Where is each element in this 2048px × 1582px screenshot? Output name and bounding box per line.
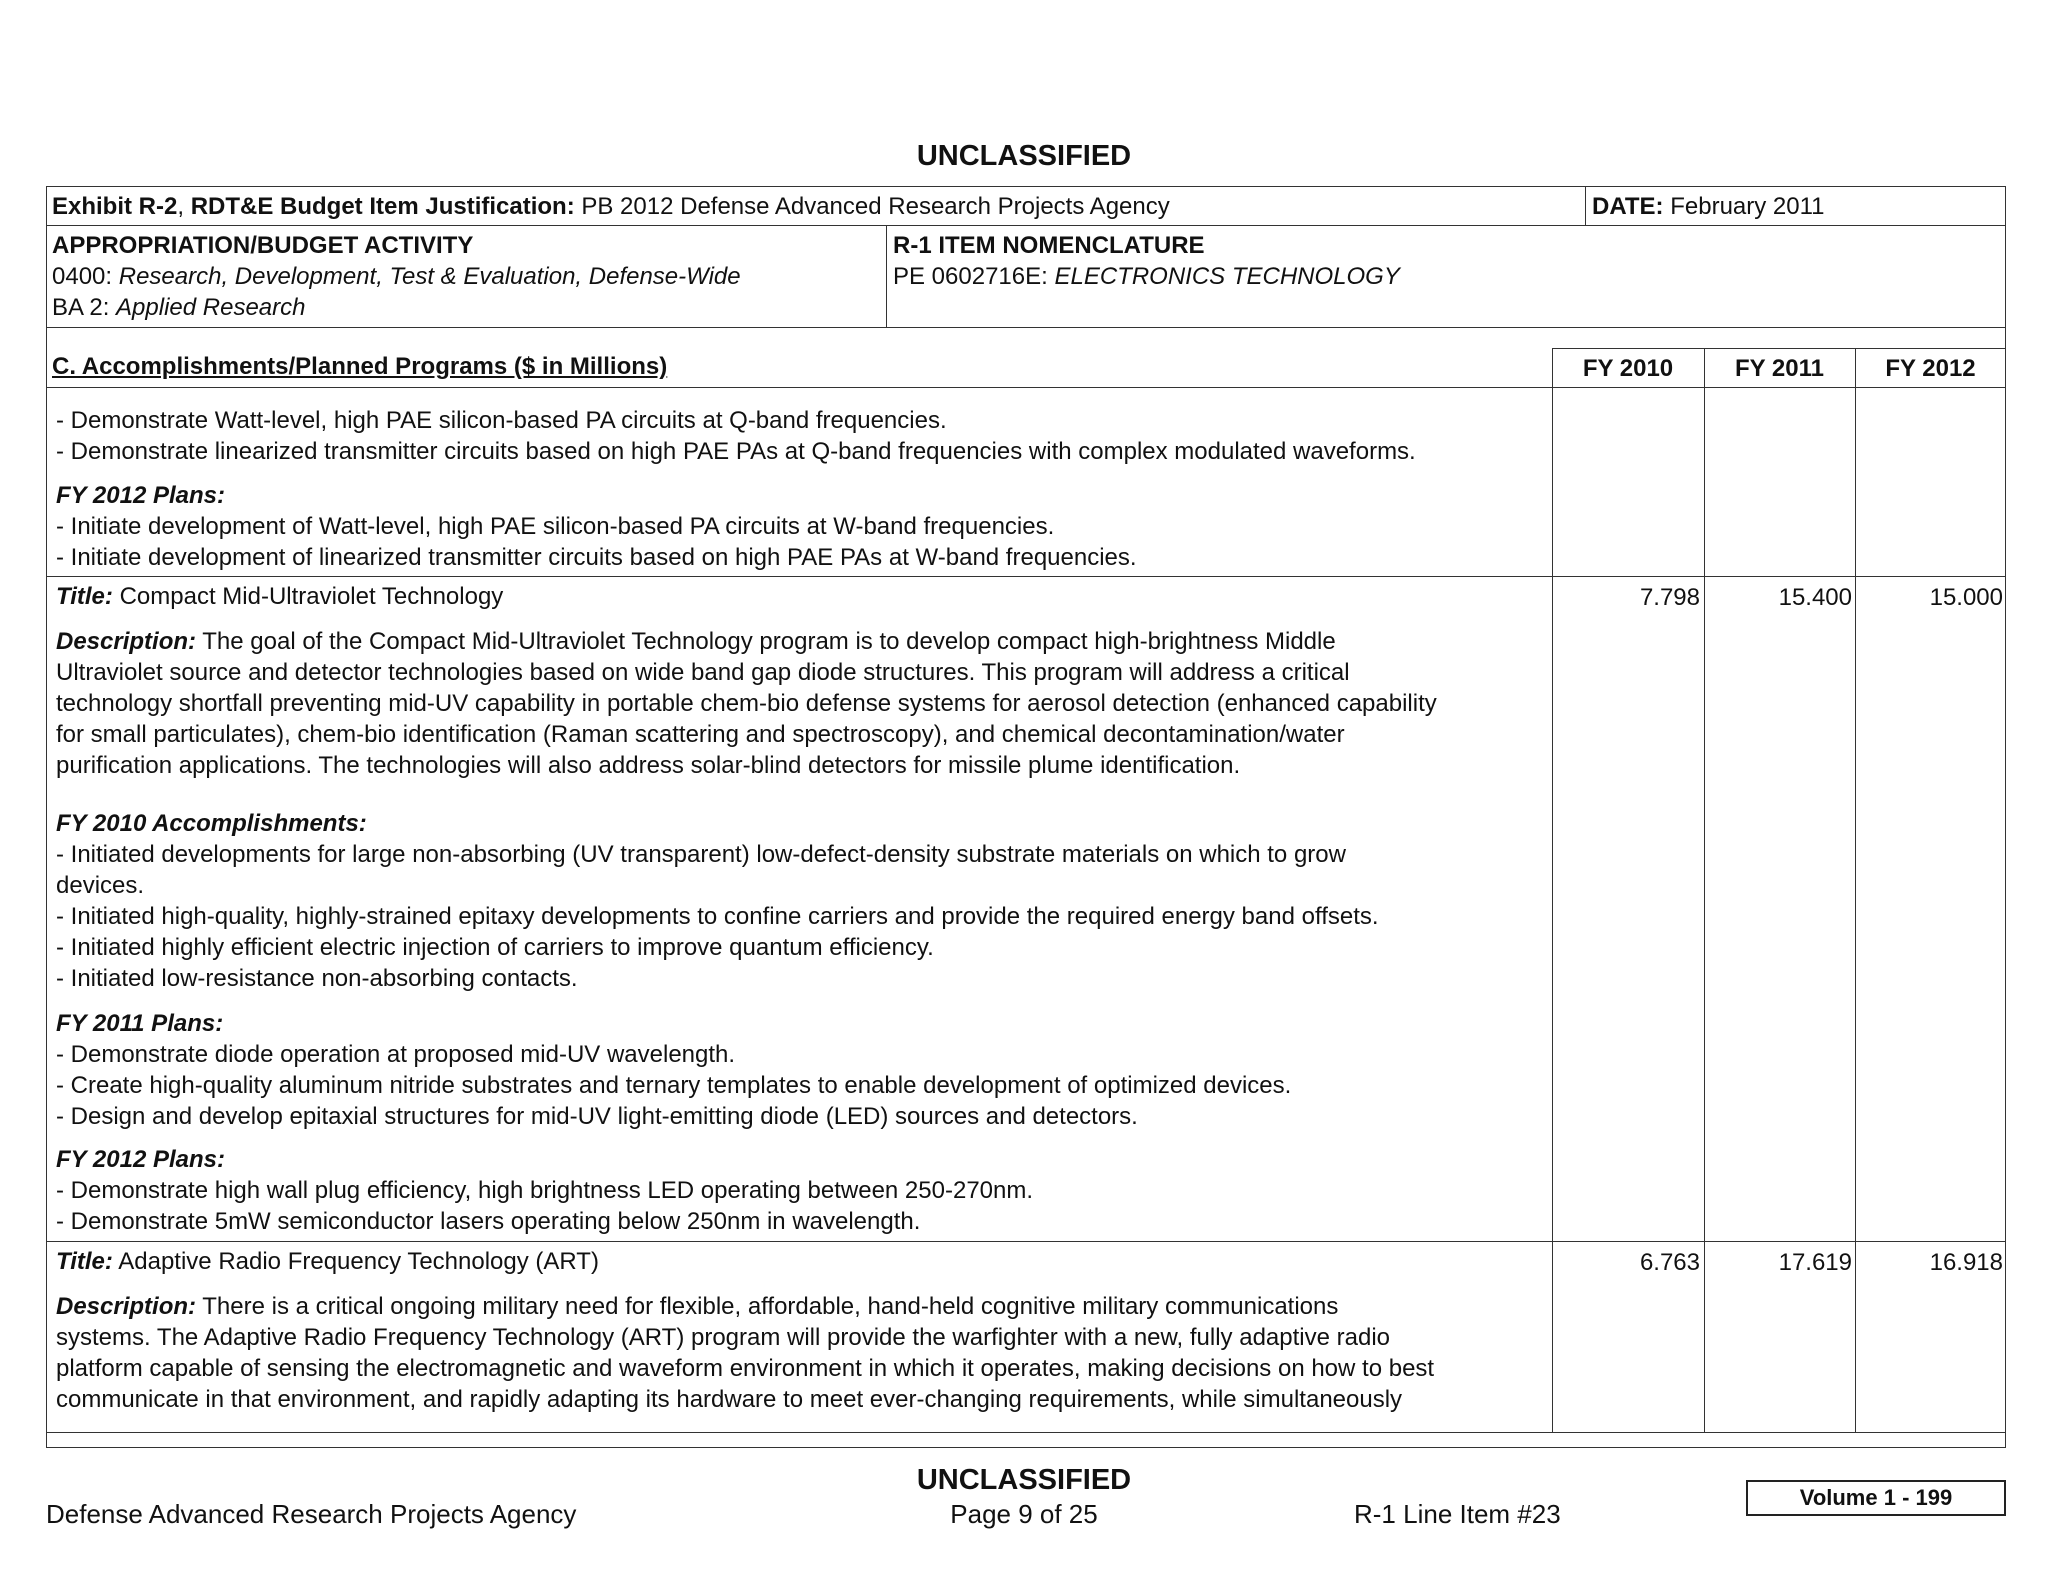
description-line: purification applications. The technologies will also address solar-blind detectors for missile plume identification.: [56, 752, 1241, 779]
list-item: - Demonstrate Watt-level, high PAE silicon-based PA circuits at Q-band frequencies.: [56, 407, 947, 434]
rule: [46, 1241, 2006, 1242]
column-header-fy2010: FY 2010: [1582, 355, 1674, 382]
date-value: February 2011: [1663, 193, 1825, 220]
description-label: Description:: [56, 1293, 197, 1320]
classification-bottom: UNCLASSIFIED: [916, 1464, 1132, 1496]
program1-fy2011-value: 15.400: [1778, 584, 1852, 611]
list-item: - Demonstrate diode operation at proposed mid-UV wavelength.: [56, 1041, 736, 1068]
description-line: communicate in that environment, and rapidly adapting its hardware to meet ever-changing requirements, while simultaneously: [56, 1386, 1403, 1413]
title-label: Title:: [56, 583, 113, 610]
list-item: - Demonstrate 5mW semiconductor lasers operating below 250nm in wavelength.: [56, 1208, 921, 1235]
description-line: technology shortfall preventing mid-UV capability in portable chem-bio defense systems for aerosol detection (enhanced capability: [56, 690, 1437, 717]
list-item: - Initiate development of Watt-level, high PAE silicon-based PA circuits at W-band frequencies.: [56, 513, 1055, 540]
list-item: - Initiate development of linearized transmitter circuits based on high PAE PAs at W-band frequencies.: [56, 544, 1137, 571]
plans-2012-label: FY 2012 Plans:: [56, 1146, 225, 1173]
description-line: Ultraviolet source and detector technologies based on wide band gap diode structures. This program will address a critical: [56, 659, 1350, 686]
program1-fy2010-value: 7.798: [1639, 584, 1700, 611]
exhibit-sep: ,: [177, 193, 191, 220]
list-item: - Initiated highly efficient electric injection of carriers to improve quantum efficiency.: [56, 934, 934, 961]
title-label: Title:: [56, 1248, 113, 1275]
list-item: - Demonstrate high wall plug efficiency, high brightness LED operating between 250-270nm.: [56, 1177, 1034, 1204]
rule: [46, 387, 2006, 388]
appropriation-label: APPROPRIATION/BUDGET ACTIVITY: [52, 232, 474, 259]
rule: [1855, 348, 1856, 1433]
ba-name: Applied Research: [116, 294, 306, 321]
program1-description: [56, 626, 1437, 781]
program1-title: [56, 581, 503, 612]
justification-value: PB 2012 Defense Advanced Research Projects Agency: [574, 193, 1170, 220]
title-value: Adaptive Radio Frequency Technology (ART): [112, 1248, 599, 1275]
rule: [46, 225, 2006, 226]
description-line: There is a critical ongoing military need for flexible, affordable, hand-held cognitive military communications: [196, 1293, 1339, 1320]
rule: [1552, 348, 2006, 349]
ba-code: BA 2:: [52, 294, 117, 321]
section-title: C. Accomplishments/Planned Programs ($ in Millions): [52, 353, 668, 380]
r1-code: PE 0602716E:: [893, 263, 1055, 290]
program2-fy2011-value: 17.619: [1778, 1249, 1852, 1276]
appropriation-code: 0400:: [52, 263, 119, 290]
list-item: devices.: [56, 872, 145, 899]
r1-block: [893, 230, 1400, 292]
classification-top: UNCLASSIFIED: [916, 140, 1132, 172]
footer-page-number: Page 9 of 25: [950, 1499, 1098, 1529]
plans-2011-label: FY 2011 Plans:: [56, 1010, 224, 1037]
list-item: - Design and develop epitaxial structures for mid-UV light-emitting diode (LED) sources and detectors.: [56, 1103, 1138, 1130]
justification-label: RDT&E Budget Item Justification:: [190, 193, 575, 220]
program2-description: [56, 1291, 1434, 1415]
rule: [46, 327, 2006, 328]
volume-badge: Volume 1 - 199: [1746, 1480, 2006, 1516]
appropriation-block: [52, 230, 741, 323]
description-line: The goal of the Compact Mid-Ultraviolet Technology program is to develop compact high-brightness Middle: [196, 628, 1336, 655]
continuation-bullets: [56, 405, 1416, 467]
footer-line-item: R-1 Line Item #23: [1354, 1499, 1561, 1529]
r1-label: R-1 ITEM NOMENCLATURE: [893, 232, 1205, 259]
program1-accomplishments-2010: [56, 808, 1379, 994]
column-header-fy2012: FY 2012: [1885, 355, 1976, 382]
program2-title: [56, 1246, 599, 1277]
list-item: - Demonstrate linearized transmitter circuits based on high PAE PAs at Q-band frequencies with complex modulated waveforms.: [56, 438, 1416, 465]
description-line: systems. The Adaptive Radio Frequency Technology (ART) program will provide the warfighter with a new, fully adaptive radio: [56, 1324, 1390, 1351]
program1-plans-2012: [56, 1144, 1033, 1237]
program2-fy2012-value: 16.918: [1929, 1249, 2003, 1276]
description-label: Description:: [56, 628, 197, 655]
exhibit-header: [52, 191, 1170, 222]
description-line: platform capable of sensing the electromagnetic and waveform environment in which it operates, making decisions on how to best: [56, 1355, 1435, 1382]
program1-plans-2011: [56, 1008, 1291, 1132]
footer-agency: Defense Advanced Research Projects Agency: [46, 1499, 577, 1529]
date-header: [1592, 191, 1825, 222]
list-item: - Initiated high-quality, highly-strained epitaxy developments to confine carriers and provide the required energy band offsets.: [56, 903, 1379, 930]
exhibit-label: Exhibit R-2: [52, 193, 178, 220]
program2-fy2010-value: 6.763: [1639, 1249, 1700, 1276]
r1-name: ELECTRONICS TECHNOLOGY: [1054, 263, 1400, 290]
plans-2012-label: FY 2012 Plans:: [56, 482, 225, 509]
description-line: for small particulates), chem-bio identification (Raman scattering and spectroscopy), and chemical decontamination/water: [56, 721, 1345, 748]
appropriation-name: Research, Development, Test & Evaluation, Defense-Wide: [118, 263, 741, 290]
rule: [46, 1432, 2006, 1433]
rule: [46, 576, 2006, 577]
date-label: DATE:: [1592, 193, 1664, 220]
program1-fy2012-value: 15.000: [1929, 584, 2003, 611]
rule: [886, 225, 887, 328]
rule: [1585, 186, 1586, 226]
column-header-fy2011: FY 2011: [1735, 355, 1824, 382]
continuation-plans-2012: [56, 480, 1137, 573]
list-item: - Create high-quality aluminum nitride substrates and ternary templates to enable development of optimized devices.: [56, 1072, 1292, 1099]
rule: [1552, 348, 1553, 1433]
list-item: - Initiated developments for large non-absorbing (UV transparent) low-defect-density substrate materials on which to grow: [56, 841, 1346, 868]
list-item: - Initiated low-resistance non-absorbing contacts.: [56, 965, 578, 992]
rule: [1704, 348, 1705, 1433]
title-value: Compact Mid-Ultraviolet Technology: [112, 583, 504, 610]
accomplishments-label: FY 2010 Accomplishments:: [56, 810, 367, 837]
